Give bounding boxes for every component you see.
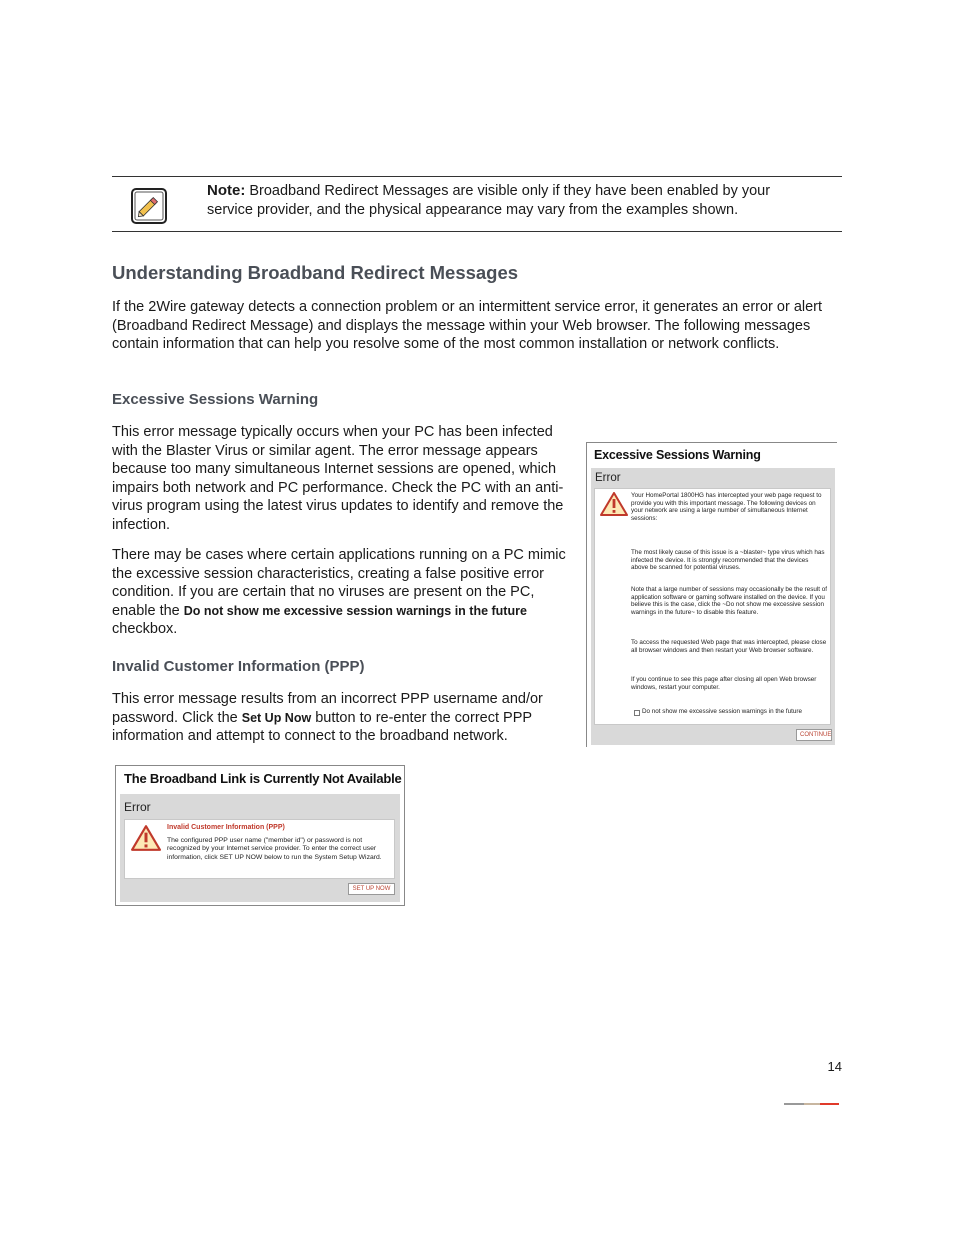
ppp-paragraph <box>112 690 574 746</box>
message-text-1: Your HomePortal 1800HG has intercepted your web page request to provide you with this important message. The following devices on your network are using a large number of simultaneous Internet sessions: <box>631 492 822 522</box>
set-up-now-button[interactable]: SET UP NOW <box>348 883 395 895</box>
checkbox-name: Do not show me excessive session warnings in the future <box>183 603 527 618</box>
excessive-sessions-screenshot <box>586 442 837 747</box>
error-label: Error <box>595 472 621 484</box>
excessive-p2-end: checkbox. <box>112 621 178 638</box>
setup-now-name: Set Up Now <box>241 710 312 725</box>
error-label: Error <box>124 800 151 814</box>
footer-bar-tan <box>804 1103 820 1105</box>
page-number: 14 <box>827 1059 842 1074</box>
checkbox-label: Do not show me excessive session warnings in the future <box>642 708 802 715</box>
screenshot-title: The Broadband Link is Currently Not Available <box>124 771 402 786</box>
continue-button[interactable]: CONTINUE <box>796 729 832 741</box>
do-not-show-checkbox[interactable] <box>634 710 640 716</box>
pencil-note-icon <box>131 188 167 224</box>
excessive-paragraph-2 <box>112 546 574 639</box>
message-text-3: Note that a large number of sessions may occasionally be the result of application software or gaming software installed on the device. If you believe this is the case, click the ~Do not show me excessive session warnings in the future~ to disable this feature. <box>631 586 828 616</box>
message-text-4: To access the requested Web page that was intercepted, please close all browser windows and then restart your Web browser software. <box>631 639 827 654</box>
excessive-p2-start: There may be cases where certain applications running on a PC mimic the excessive session characteristics, creating a false positive error condition. If you are certain that no viruses are present on the PC, enable the <box>112 547 566 619</box>
message-box <box>124 819 395 879</box>
message-text-2: The most likely cause of this issue is a ~blaster~ type virus which has infected the device. It is strongly recommended that the devices above be scanned for potential viruses. <box>631 549 825 572</box>
screenshot-panel <box>591 468 835 745</box>
message-box <box>594 488 831 725</box>
intro-paragraph: If the 2Wire gateway detects a connection problem or an intermittent service error, it generates an error or alert (Broadband Redirect Message) and displays the message within your Web browser. The following messages contain information that can help you resolve some of the most common installation or network conflicts. <box>112 299 823 353</box>
warning-icon <box>600 492 628 516</box>
note-body: Broadband Redirect Messages are visible only if they have been enabled by your service provider, and the physical appearance may vary from the examples shown. <box>207 183 771 218</box>
ppp-p-end: button to re-enter the correct PPP information and attempt to connect to the broadband network. <box>112 709 532 745</box>
message-title: Invalid Customer Information (PPP) <box>167 824 285 831</box>
note-text <box>207 181 817 220</box>
excessive-heading: Excessive Sessions Warning <box>112 391 319 408</box>
broadband-link-screenshot <box>115 765 405 906</box>
ppp-heading: Invalid Customer Information (PPP) <box>112 658 365 675</box>
note-label: Note: <box>207 182 246 199</box>
note-top-rule <box>112 176 842 177</box>
footer-bar-gray <box>784 1103 804 1105</box>
warning-icon <box>131 825 161 851</box>
screenshot-panel <box>120 794 400 902</box>
ppp-p-start: This error message results from an incorrect PPP username and/or password. Click the <box>112 691 543 726</box>
message-text: The configured PPP user name ("member id") or password is not recognized by your Internet service provider. To enter the correct user information, click SET UP NOW below to run the System Setup Wizard. <box>167 837 382 861</box>
excessive-paragraph-1: This error message typically occurs when your PC has been infected with the Blaster Virus or similar agent. The error message appears because too many simultaneous Internet sessions are opened, which impairs both network and PC performance. Check the PC with an anti-virus program using the latest virus updates to identify and remove the infection. <box>112 424 564 533</box>
screenshot-title: Excessive Sessions Warning <box>594 448 761 462</box>
message-text-5: If you continue to see this page after closing all open Web browser windows, restart your computer. <box>631 676 817 691</box>
section-title: Understanding Broadband Redirect Messages <box>112 262 519 283</box>
note-bottom-rule <box>112 231 842 232</box>
footer-bar-red <box>820 1103 839 1105</box>
